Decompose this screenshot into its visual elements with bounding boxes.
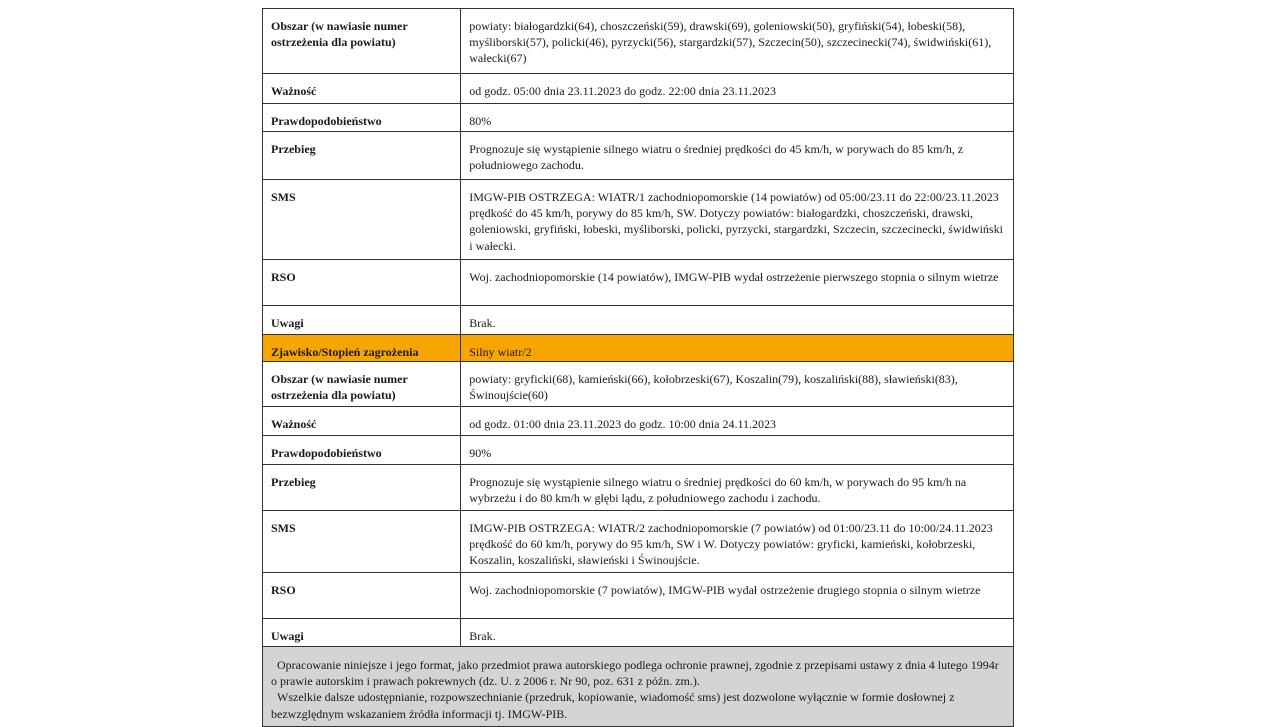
row-value: IMGW-PIB OSTRZEGA: WIATR/2 zachodniopomorskie (7 powiatów) od 01:00/23.11 do 10:00/24.11.2023 prędkość do 60 km/h, porywy do 95 km/h, SW i W. Dotyczy powiatów: gryficki, kamieński, kołobrzeski, Koszalin, koszaliński, sławieński i Świnoujście. xyxy=(461,511,1014,573)
warning-table xyxy=(262,8,1014,647)
row-label: SMS xyxy=(263,511,461,573)
row-label: Ważność xyxy=(263,407,461,436)
row-value: powiaty: gryficki(68), kamieński(66), kołobrzeski(67), Koszalin(79), koszaliński(88), sławieński(83), Świnoujście(60) xyxy=(461,362,1014,407)
row-sms-2 xyxy=(263,511,1014,573)
row-label: SMS xyxy=(263,180,461,260)
row-label: Uwagi xyxy=(263,306,461,335)
row-value: Prognozuje się wystąpienie silnego wiatru o średniej prędkości do 60 km/h, w porywach do 95 km/h na wybrzeżu i do 80 km/h w głębi lądu, z południowego zachodu i zachodu. xyxy=(461,465,1014,511)
row-value: od godz. 05:00 dnia 23.11.2023 do godz. 22:00 dnia 23.11.2023 xyxy=(461,74,1014,104)
row-value: IMGW-PIB OSTRZEGA: WIATR/1 zachodniopomorskie (14 powiatów) od 05:00/23.11 do 22:00/23.11.2023 prędkość do 45 km/h, porywy do 85 km/h, SW. Dotyczy powiatów: białogardzki, choszczeński, drawski, goleniowski, gryfiński, łobeski, myśliborski, policki, pyrzycki, stargardzki, Szczecin, szczecinecki, świdwiński i wałecki. xyxy=(461,180,1014,260)
row-area-2 xyxy=(263,362,1014,407)
row-validity-1 xyxy=(263,74,1014,104)
row-label: RSO xyxy=(263,573,461,619)
row-value: 90% xyxy=(461,436,1014,465)
row-value: Prognozuje się wystąpienie silnego wiatru o średniej prędkości do 45 km/h, w porywach do 85 km/h, z południowego zachodu. xyxy=(461,132,1014,180)
row-notes-1 xyxy=(263,306,1014,335)
row-label: Obszar (w nawiasie numer ostrzeżenia dla powiatu) xyxy=(263,362,461,407)
row-area-1 xyxy=(263,9,1014,74)
row-phenomenon-header xyxy=(263,335,1014,362)
row-label: RSO xyxy=(263,260,461,306)
row-course-1 xyxy=(263,132,1014,180)
row-value: Brak. xyxy=(461,306,1014,335)
copyright-paragraph: Opracowanie niniejsze i jego format, jako przedmiot prawa autorskiego podlega ochronie prawnej, zgodnie z przepisami ustawy z dnia 4 lutego 1994r o prawie autorskim i prawach pokrewnych (dz. U. z 2006 r. Nr 90, poz. 631 z późn. zm.). xyxy=(271,658,999,689)
row-value: 80% xyxy=(461,104,1014,132)
row-validity-2 xyxy=(263,407,1014,436)
row-value: Silny wiatr/2 xyxy=(461,335,1014,362)
row-rso-2 xyxy=(263,573,1014,619)
row-value: od godz. 01:00 dnia 23.11.2023 do godz. 10:00 dnia 24.11.2023 xyxy=(461,407,1014,436)
row-label: Przebieg xyxy=(263,132,461,180)
warning-document xyxy=(262,8,1014,727)
row-value: Brak. xyxy=(461,619,1014,647)
row-course-2 xyxy=(263,465,1014,511)
row-value: powiaty: białogardzki(64), choszczeński(59), drawski(69), goleniowski(50), gryfiński(54), łobeski(58), myśliborski(57), policki(46), pyrzycki(56), stargardzki(57), Szczecin(50), szczecinecki(74), świdwiński(61), wałecki(67) xyxy=(461,9,1014,74)
row-value: Woj. zachodniopomorskie (14 powiatów), IMGW-PIB wydał ostrzeżenie pierwszego stopnia o silnym wietrze xyxy=(461,260,1014,306)
row-label: Przebieg xyxy=(263,465,461,511)
row-rso-1 xyxy=(263,260,1014,306)
row-label: Uwagi xyxy=(263,619,461,647)
row-label: Zjawisko/Stopień zagrożenia xyxy=(263,335,461,362)
copyright-footer xyxy=(262,647,1014,727)
row-label: Prawdopodobieństwo xyxy=(263,436,461,465)
row-probability-1 xyxy=(263,104,1014,132)
row-label: Obszar (w nawiasie numer ostrzeżenia dla powiatu) xyxy=(263,9,461,74)
row-probability-2 xyxy=(263,436,1014,465)
row-notes-2 xyxy=(263,619,1014,647)
row-label: Ważność xyxy=(263,74,461,104)
row-label: Prawdopodobieństwo xyxy=(263,104,461,132)
row-sms-1 xyxy=(263,180,1014,260)
row-value: Woj. zachodniopomorskie (7 powiatów), IMGW-PIB wydał ostrzeżenie drugiego stopnia o silnym wietrze xyxy=(461,573,1014,619)
usage-paragraph: Wszelkie dalsze udostępnianie, rozpowszechnianie (przedruk, kopiowanie, wiadomość sms) jest dozwolone wyłącznie w formie dosłownej z bezwzględnym wskazaniem źródła informacji tj. IMGW-PIB. xyxy=(271,690,955,721)
